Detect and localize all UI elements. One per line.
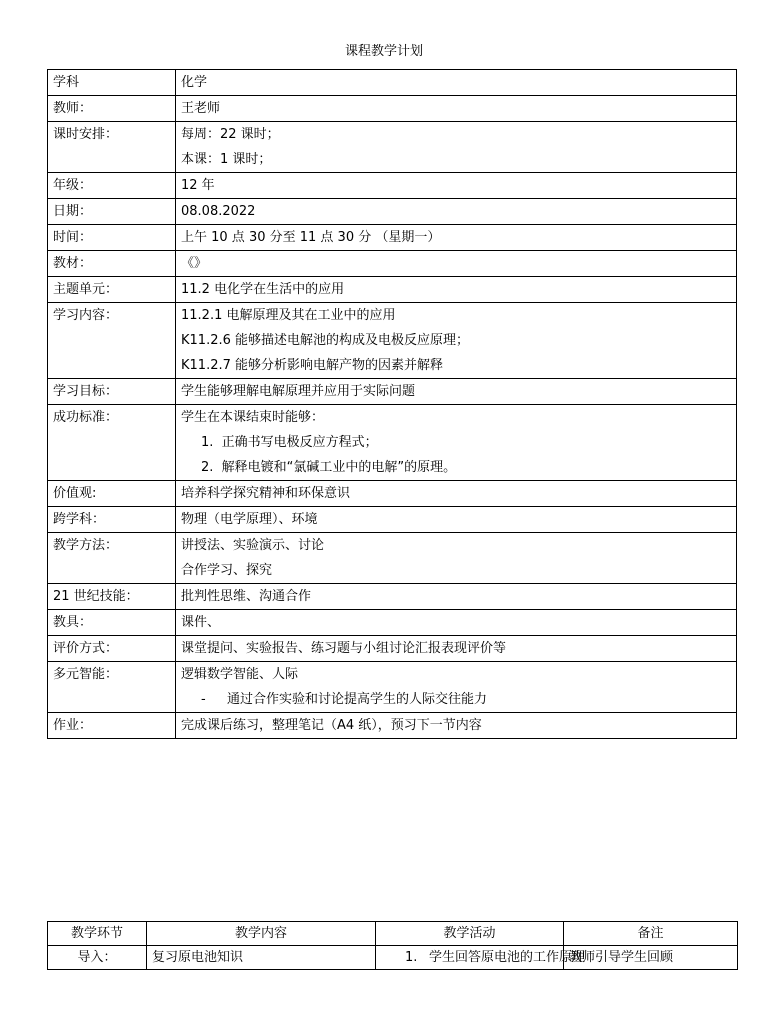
info-value-line: 《》 [181,256,208,271]
info-row [48,225,737,251]
plan-activity-number: 1. [405,950,418,965]
info-value [176,379,737,405]
numbered-list-item [181,430,731,455]
info-value [176,636,737,662]
info-row [48,173,737,199]
info-value-line: K11.2.6 能够描述电解池的构成及电极反应原理； [181,333,470,348]
info-value [176,225,737,251]
info-label: 日期： [48,199,176,225]
info-label: 作业： [48,713,176,739]
info-value [176,303,737,379]
info-row [48,277,737,303]
info-row [48,96,737,122]
info-label: 课时安排： [48,122,176,173]
info-value [176,662,737,713]
lesson-info-table [47,69,737,739]
info-value [176,251,737,277]
info-label: 主题单元： [48,277,176,303]
plan-note: 教师引导学生回顾 [564,946,738,970]
numbered-list-item [181,455,731,480]
plan-header-note: 备注 [564,922,738,946]
plan-header-row [48,922,738,946]
info-value-line: 08.08.2022 [181,204,256,219]
list-number: 1. [201,435,222,450]
info-value [176,277,737,303]
info-label: 评价方式： [48,636,176,662]
info-value [176,70,737,96]
info-row [48,405,737,481]
plan-header-activity: 教学活动 [376,922,564,946]
info-row [48,379,737,405]
info-value [176,533,737,584]
info-value [176,713,737,739]
plan-stage: 导入： [48,946,147,970]
plan-row [48,946,738,970]
info-value-line: 物理（电学原理）、环境 [181,512,318,527]
document-title: 课程教学计划 [344,44,423,59]
info-value-line: 化学 [181,75,208,90]
info-value [176,507,737,533]
info-value [176,584,737,610]
info-label: 教材： [48,251,176,277]
info-value [176,173,737,199]
info-value-line: 11.2.1 电解原理及其在工业中的应用 [181,308,396,323]
info-value-line: 本课：1 课时； [181,152,272,167]
info-value-line: 完成课后练习，整理笔记（A4 纸），预习下一节内容 [181,718,482,733]
info-row [48,122,737,173]
info-row [48,251,737,277]
info-value-line: 课堂提问、实验报告、练习题与小组讨论汇报表现评价等 [181,641,507,656]
info-value-line: 学生在本课结束时能够： [181,410,325,425]
info-value [176,96,737,122]
info-value [176,199,737,225]
info-value-line: 讲授法、实验演示、讨论 [181,538,325,553]
plan-header-stage: 教学环节 [48,922,147,946]
info-label: 21 世纪技能： [48,584,176,610]
info-value [176,610,737,636]
info-value-line: 上午 10 点 30 分至 11 点 30 分 （星期一） [181,230,441,245]
info-label: 学习目标： [48,379,176,405]
info-value-line: 逻辑数学智能、人际 [181,667,299,682]
info-row [48,481,737,507]
lesson-plan-table [47,921,738,970]
info-value [176,481,737,507]
info-row [48,636,737,662]
list-item-text: 解释电镀和“氯碱工业中的电解”的原理。 [221,460,457,475]
list-item-text: 正确书写电极反应方程式； [221,435,378,450]
info-label: 价值观: [48,481,176,507]
info-row [48,713,737,739]
info-value-line: K11.2.7 能够分析影响电解产物的因素并解释 [181,358,444,373]
info-label: 跨学科： [48,507,176,533]
plan-header-content: 教学内容 [147,922,376,946]
info-value-line: 培养科学探究精神和环保意识 [181,486,351,501]
info-row [48,199,737,225]
info-value-line: 12 年 [181,178,215,193]
info-label: 年级： [48,173,176,199]
bullet-list-item [181,687,731,712]
info-row [48,70,737,96]
list-item-text: 通过合作实验和讨论提高学生的人际交往能力 [227,692,488,707]
info-label: 教学方法： [48,533,176,584]
list-number: 2. [201,460,222,475]
dash-bullet-icon: - [201,692,206,707]
info-row [48,584,737,610]
info-value-line: 王老师 [181,101,221,116]
info-value-line: 批判性思维、沟通合作 [181,589,312,604]
info-row [48,533,737,584]
info-row [48,610,737,636]
lesson-info-body [48,70,737,739]
info-value-line: 11.2 电化学在生活中的应用 [181,282,345,297]
info-label: 学科 [48,70,176,96]
info-value-line: 合作学习、探究 [181,563,273,578]
info-row [48,662,737,713]
info-value [176,405,737,481]
info-row [48,507,737,533]
info-value [176,122,737,173]
plan-activity-text: 学生回答原电池的工作原理 [429,950,586,965]
info-label: 成功标准： [48,405,176,481]
info-value-line: 课件、 [181,615,221,630]
info-label: 教具： [48,610,176,636]
info-label: 学习内容： [48,303,176,379]
info-label: 时间： [48,225,176,251]
info-value-line: 学生能够理解电解原理并应用于实际问题 [181,384,416,399]
plan-activity [376,946,586,970]
plan-content: 复习原电池知识 [147,946,376,970]
info-row [48,303,737,379]
info-label: 教师： [48,96,176,122]
info-value-line: 每周：22 课时； [181,127,280,142]
info-label: 多元智能： [48,662,176,713]
